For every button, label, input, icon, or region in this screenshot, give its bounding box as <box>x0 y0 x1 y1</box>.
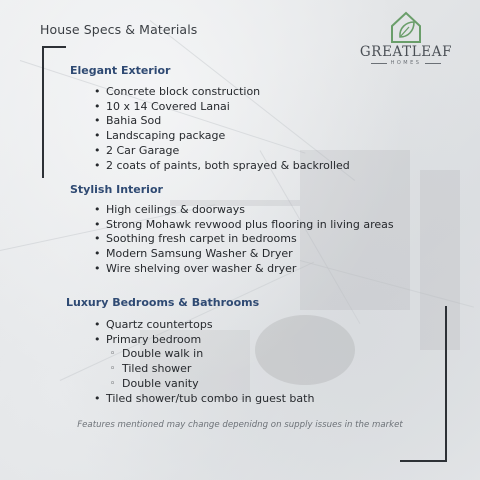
logo-subtitle: HOMES <box>352 60 460 66</box>
section-heading-bedrooms-bathrooms: Luxury Bedrooms & Bathrooms <box>66 296 260 309</box>
list-item: • Modern Samsung Washer & Dryer <box>94 247 394 262</box>
list-item: • 10 x 14 Covered Lanai <box>94 100 350 115</box>
list-item: • Landscaping package <box>94 129 350 144</box>
section-heading-interior: Stylish Interior <box>70 183 163 196</box>
list-item: • Soothing fresh carpet in bedrooms <box>94 232 394 247</box>
interior-list <box>94 203 394 277</box>
corner-bracket-bottom-right <box>400 306 447 462</box>
list-item: • Wire shelving over washer & dryer <box>94 262 394 277</box>
sub-list-item: ◦ Double vanity <box>94 377 314 392</box>
list-item: • 2 Car Garage <box>94 144 350 159</box>
bedrooms-bathrooms-list <box>94 318 314 406</box>
logo-wordmark: GREATLEAF <box>359 44 453 60</box>
page-title: House Specs & Materials <box>40 22 198 37</box>
corner-bracket-top-left <box>42 46 66 178</box>
list-item: • Quartz countertops <box>94 318 314 333</box>
footnote: Features mentioned may change depenidng on supply issues in the market <box>77 420 403 430</box>
sub-list-item: ◦ Double walk in <box>94 347 314 362</box>
sub-list-item: ◦ Tiled shower <box>94 362 314 377</box>
section-heading-exterior: Elegant Exterior <box>70 64 171 77</box>
list-item: • Concrete block construction <box>94 85 350 100</box>
list-item: • Primary bedroom <box>94 333 314 348</box>
list-item: • High ceilings & doorways <box>94 203 394 218</box>
house-leaf-icon <box>389 10 423 44</box>
list-item: • 2 coats of paints, both sprayed & backrolled <box>94 159 350 174</box>
list-item: • Tiled shower/tub combo in guest bath <box>94 392 314 407</box>
greatleaf-logo <box>352 10 460 74</box>
list-item: • Strong Mohawk revwood plus flooring in living areas <box>94 218 394 233</box>
list-item: • Bahia Sod <box>94 114 350 129</box>
exterior-list <box>94 85 350 173</box>
